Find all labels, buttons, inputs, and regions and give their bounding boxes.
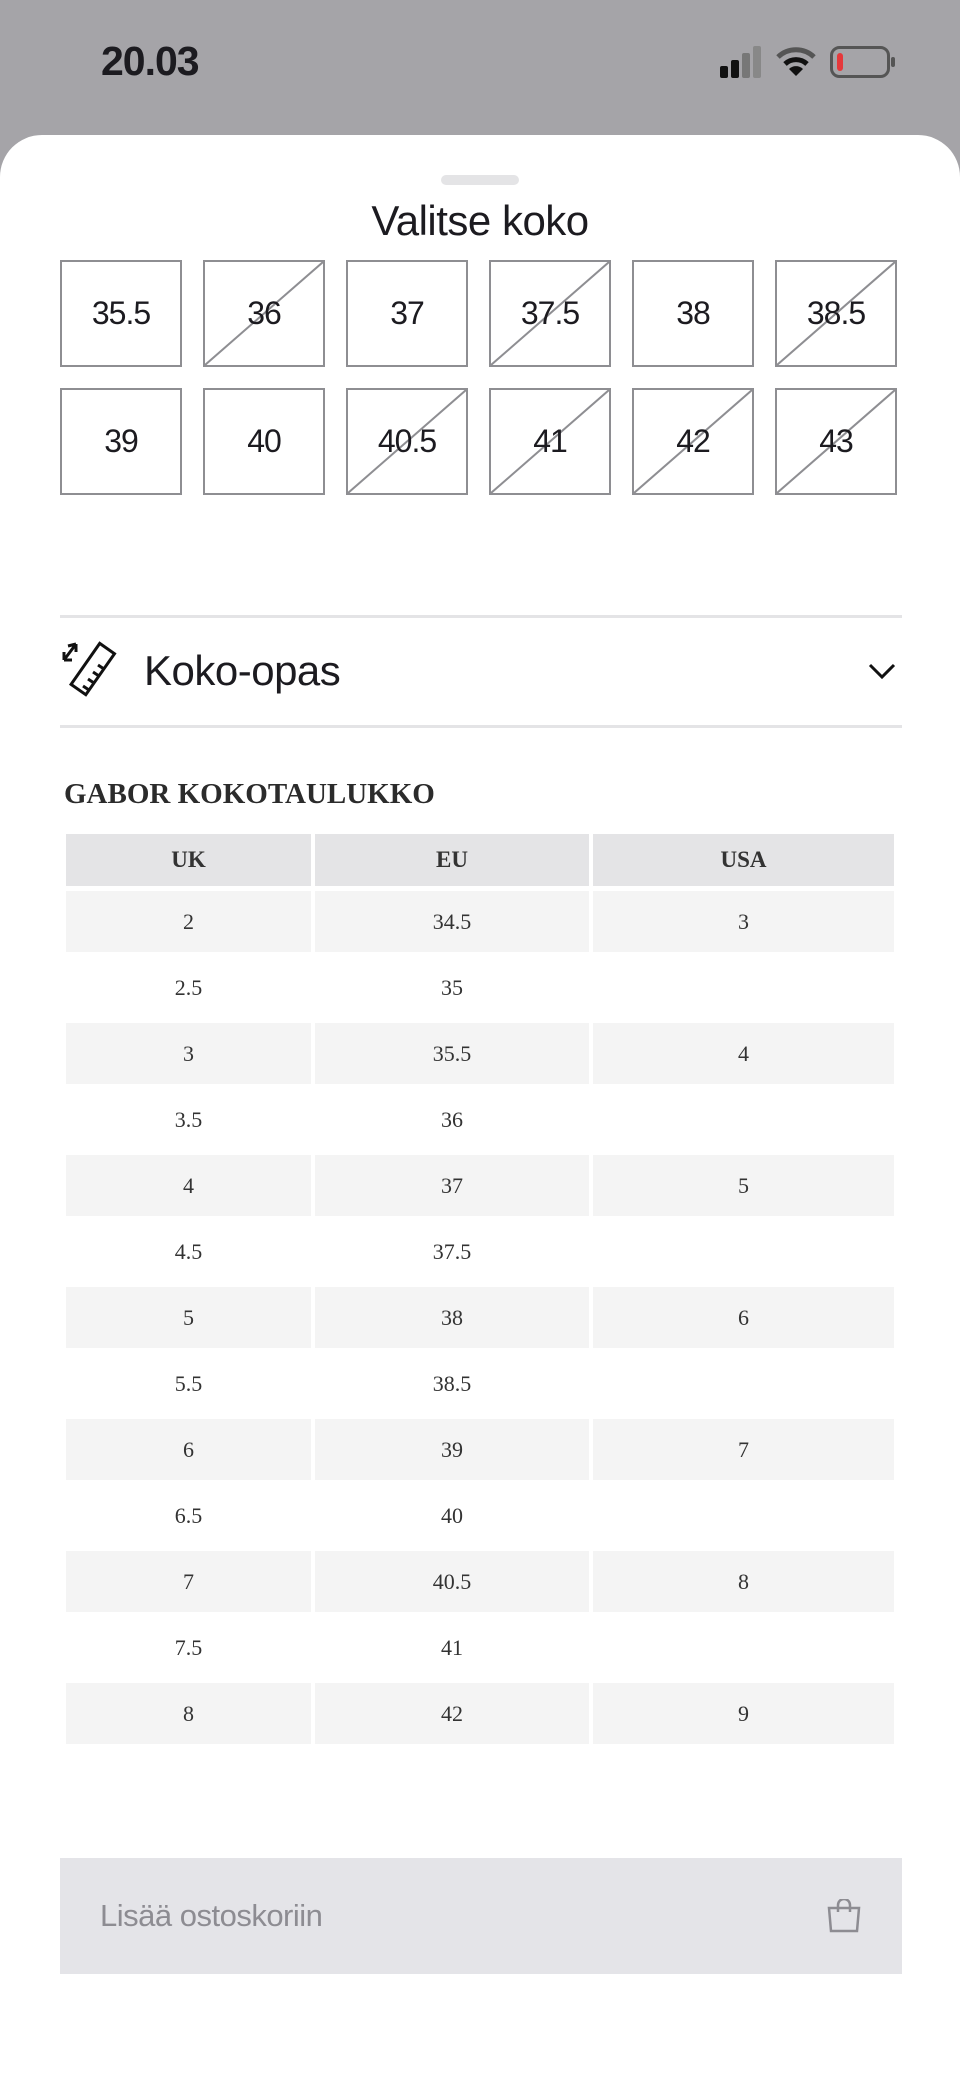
cell-uk: 3 — [66, 1023, 311, 1084]
cell-eu: 42 — [315, 1683, 589, 1744]
cell-uk: 5 — [66, 1287, 311, 1348]
size-label: 37 — [390, 295, 424, 331]
cell-usa — [593, 1353, 894, 1414]
cell-eu: 38.5 — [432, 1370, 472, 1396]
cell-eu: 37.5 — [432, 1238, 472, 1264]
column-header-usa: USA — [593, 834, 894, 886]
cell-eu: 34.5 — [315, 891, 589, 952]
cell-usa: 8 — [593, 1551, 894, 1612]
size-option[interactable] — [60, 260, 182, 367]
column-header-eu: EU — [315, 834, 589, 886]
battery-icon — [830, 46, 896, 78]
table-row — [66, 1287, 894, 1348]
status-time: 20.03 — [101, 38, 199, 84]
size-option[interactable] — [203, 388, 325, 495]
cell-eu: 38 — [315, 1287, 589, 1348]
cell-uk: 4.5 — [174, 1238, 203, 1264]
size-option[interactable] — [60, 388, 182, 495]
cell-uk: 4 — [66, 1155, 311, 1216]
size-option-unavailable[interactable] — [632, 388, 754, 495]
size-label: 43 — [819, 423, 853, 459]
shopping-bag-icon — [826, 1899, 862, 1933]
wifi-icon — [776, 47, 816, 77]
cell-eu: 41 — [441, 1634, 463, 1660]
chevron-down-icon[interactable] — [868, 662, 896, 680]
size-option[interactable] — [346, 260, 468, 367]
size-grid — [60, 260, 897, 495]
cell-eu: 36 — [441, 1106, 463, 1132]
cell-usa — [593, 957, 894, 1018]
table-row — [66, 1617, 894, 1678]
size-label: 36 — [247, 295, 281, 331]
table-row — [66, 1155, 894, 1216]
signal-icon — [720, 46, 762, 78]
cell-usa — [593, 1485, 894, 1546]
size-label: 38.5 — [806, 295, 866, 331]
size-label: 40.5 — [377, 423, 437, 459]
add-to-cart-button[interactable] — [60, 1858, 902, 1974]
cell-uk: 3.5 — [174, 1106, 203, 1132]
cell-usa: 5 — [593, 1155, 894, 1216]
ruler-icon — [60, 640, 122, 702]
table-row — [66, 1551, 894, 1612]
cell-usa: 9 — [593, 1683, 894, 1744]
size-option-unavailable[interactable] — [775, 388, 897, 495]
status-icons — [720, 46, 896, 78]
size-option[interactable] — [632, 260, 754, 367]
size-chart-title: GABOR KOKOTAULUKKO — [64, 778, 435, 810]
size-option-unavailable[interactable] — [489, 260, 611, 367]
cell-uk: 2 — [66, 891, 311, 952]
size-label: 37.5 — [520, 295, 580, 331]
size-chart-table — [62, 829, 898, 1749]
cell-uk: 7 — [66, 1551, 311, 1612]
table-row — [66, 957, 894, 1018]
cell-uk: 6.5 — [174, 1502, 203, 1528]
divider — [60, 725, 902, 728]
table-row — [66, 1221, 894, 1282]
cell-uk: 7.5 — [174, 1634, 203, 1660]
table-row — [66, 1089, 894, 1150]
table-row — [66, 1023, 894, 1084]
cell-eu: 40 — [441, 1502, 463, 1528]
cell-eu: 39 — [315, 1419, 589, 1480]
size-option-unavailable[interactable] — [775, 260, 897, 367]
cell-uk: 8 — [66, 1683, 311, 1744]
size-label: 38 — [676, 295, 710, 331]
table-row — [66, 1353, 894, 1414]
add-to-cart-label: Lisää ostoskoriin — [100, 1898, 323, 1933]
sheet-title: Valitse koko — [371, 197, 589, 244]
table-row — [66, 1683, 894, 1744]
size-label: 42 — [676, 423, 710, 459]
size-label: 41 — [533, 423, 567, 459]
cell-uk: 5.5 — [174, 1370, 203, 1396]
size-guide-label: Koko-opas — [144, 647, 341, 694]
size-label: 35.5 — [91, 295, 151, 331]
size-option-unavailable[interactable] — [203, 260, 325, 367]
cell-usa — [593, 1089, 894, 1150]
cell-eu: 35 — [441, 974, 463, 1000]
column-header-uk: UK — [66, 834, 311, 886]
size-guide-toggle[interactable] — [60, 618, 902, 724]
size-label: 40 — [247, 423, 281, 459]
table-row — [66, 1485, 894, 1546]
size-option-unavailable[interactable] — [346, 388, 468, 495]
cell-usa: 7 — [593, 1419, 894, 1480]
cell-usa: 3 — [593, 891, 894, 952]
size-label: 39 — [104, 423, 138, 459]
cell-usa — [593, 1221, 894, 1282]
cell-eu: 35.5 — [315, 1023, 589, 1084]
drag-handle[interactable] — [441, 175, 519, 185]
cell-uk: 6 — [66, 1419, 311, 1480]
cell-eu: 40.5 — [315, 1551, 589, 1612]
cell-eu: 37 — [315, 1155, 589, 1216]
size-option-unavailable[interactable] — [489, 388, 611, 495]
cell-usa — [593, 1617, 894, 1678]
cell-uk: 2.5 — [174, 974, 203, 1000]
size-picker-sheet — [0, 135, 960, 2078]
table-row — [66, 891, 894, 952]
cell-usa: 4 — [593, 1023, 894, 1084]
table-row — [66, 1419, 894, 1480]
cell-usa: 6 — [593, 1287, 894, 1348]
